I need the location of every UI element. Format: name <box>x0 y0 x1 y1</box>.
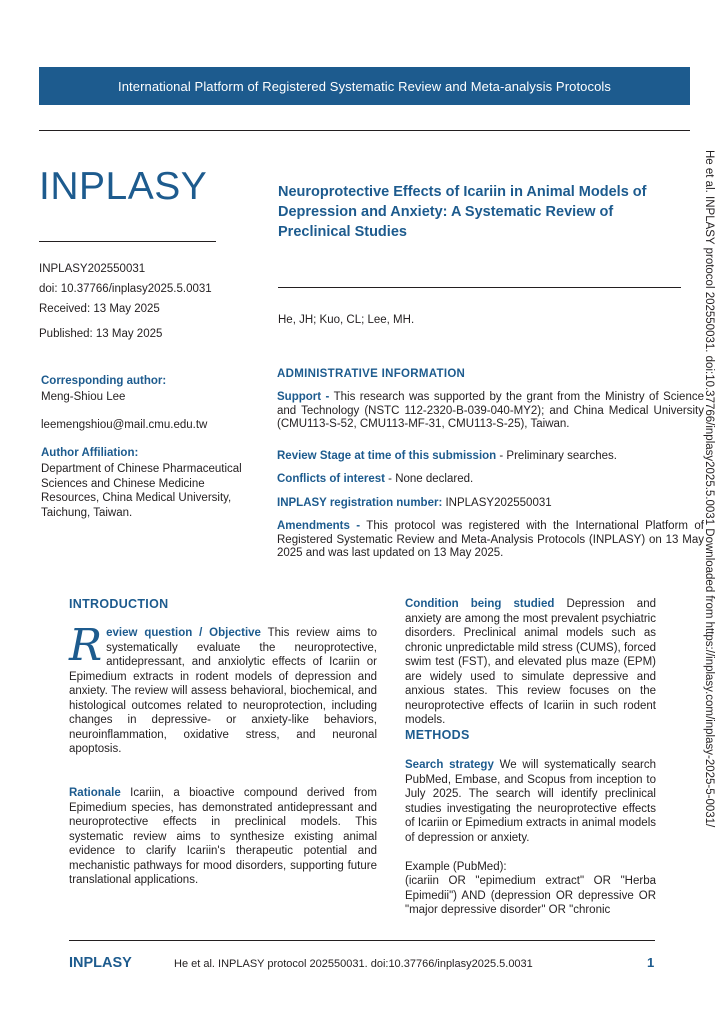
brand-divider <box>39 241 216 242</box>
journal-brand: INPLASY <box>39 165 208 208</box>
conflicts-paragraph <box>277 473 704 487</box>
review-stage-paragraph <box>277 450 704 464</box>
title-divider <box>278 287 681 288</box>
support-paragraph <box>277 391 704 432</box>
support-label: Support - <box>277 391 330 403</box>
corresponding-author-name: Meng-Shiou Lee <box>41 391 126 403</box>
amendments-text: This protocol was registered with the International Platform of Registered Systematic Review and Meta-Analysis Protocols (INPLASY) on 13 May 2025 and was last updated on 13 May 2025. <box>277 520 704 559</box>
amendments-paragraph <box>277 520 704 561</box>
drop-cap: R <box>69 620 103 671</box>
search-example-query: (icariin OR "epimedium extract" OR "Herba Epimedii") AND (depression OR depressive OR "major depressive disorder" OR "chronic <box>405 875 656 916</box>
review-question-paragraph <box>69 620 377 757</box>
review-question-text: This review aims to systematically evaluate the neuroprotective, antidepressant, and anxiolytic effects of Icariin or Epimedium extracts in rodent models of depression and anxiety. The review will assess behavioral, biochemical, and histological outcomes related to neuroprotection, including changes in depressive- or anxiety-like behaviors, neuroinflammation, oxidative stress, and neuronal apoptosis. <box>69 627 377 755</box>
page-number: 1 <box>647 955 655 970</box>
rationale-paragraph <box>69 786 377 888</box>
corresponding-author-heading: Corresponding author: <box>41 375 167 387</box>
condition-text: Depression and anxiety are among the most prevalent psychiatric disorders. Preclinical animal models such as chronic unpredictable mild stress (CUMS), forced swim test (FST), and elevated plus maze (EPM) are widely used to simulate depressive and anxious states. This review focuses on the neuroprotective effects of Icariin in such rodent models. <box>405 598 656 726</box>
introduction-heading: INTRODUCTION <box>69 597 169 611</box>
received-date: Received: 13 May 2025 <box>39 303 160 315</box>
footer-citation: He et al. INPLASY protocol 202550031. doi:10.37766/inplasy2025.5.0031 <box>174 958 533 970</box>
affiliation-text: Department of Chinese Pharmaceutical Sciences and Chinese Medicine Resources, China Medical University, Taichung, Taiwan. <box>41 463 242 519</box>
search-strategy-paragraph <box>405 758 656 845</box>
rationale-text: Icariin, a bioactive compound derived from Epimedium species, has demonstrated antidepressant and neuroprotective effects in preclinical models. This systematic review aims to synthesize existing animal evidence to clarify Icariin's therapeutic potential and mechanistic pathways for mood disorders, supporting future translational applications. <box>69 787 377 886</box>
author-list: He, JH; Kuo, CL; Lee, MH. <box>278 314 415 326</box>
amendments-label: Amendments - <box>277 520 361 532</box>
header-divider <box>39 130 690 131</box>
methods-heading: METHODS <box>405 728 470 742</box>
conflicts-label: Conflicts of interest <box>277 473 385 485</box>
review-question-label: eview question / Objective <box>106 627 261 639</box>
doi-link[interactable]: doi: 10.37766/inplasy2025.5.0031 <box>39 283 212 295</box>
registration-number: INPLASY202550031 <box>442 497 552 509</box>
footer-divider <box>69 940 655 941</box>
published-date: Published: 13 May 2025 <box>39 328 163 340</box>
support-text: This research was supported by the grant from the Ministry of Science and Technology (NSTC 112-2320-B-039-040-MY2); and China Medical University (CMU113-S-52, CMU113-MF-31, CMU113-S-25), Taiwan. <box>277 391 704 430</box>
corresponding-author-email[interactable]: leemengshiou@mail.cmu.edu.tw <box>41 419 208 431</box>
rationale-label: Rationale <box>69 787 121 799</box>
search-strategy-text: We will systematically search PubMed, Embase, and Scopus from inception to July 2025. The search will identify preclinical studies investigating the neuroprotective effects of Icariin or Epimedium extracts in animal models of depression or anxiety. <box>405 759 656 844</box>
footer-brand: INPLASY <box>69 955 132 971</box>
review-stage-label: Review Stage at time of this submission <box>277 450 497 462</box>
condition-label: Condition being studied <box>405 598 555 610</box>
search-strategy-label: Search strategy <box>405 759 494 771</box>
conflicts-text: - None declared. <box>384 473 474 485</box>
registration-paragraph <box>277 497 704 511</box>
review-stage-text: - Preliminary searches. <box>496 450 617 462</box>
side-citation-note: He et al. INPLASY protocol 202550031. doi:10.37766/inplasy2025.5.0031 Downloaded from https://inplasy.com/inplasy-2025-5-0031/ <box>703 150 715 828</box>
search-example-label: Example (PubMed): <box>405 861 507 873</box>
header-banner: International Platform of Registered Systematic Review and Meta-analysis Protocols <box>39 67 690 105</box>
paper-title: Neuroprotective Effects of Icariin in Animal Models of Depression and Anxiety: A Systematic Review of Preclinical Studies <box>278 184 647 240</box>
condition-paragraph <box>405 597 656 728</box>
affiliation-heading: Author Affiliation: <box>41 447 139 459</box>
registration-label: INPLASY registration number: <box>277 497 443 509</box>
protocol-id: INPLASY202550031 <box>39 263 146 275</box>
admin-info-heading: ADMINISTRATIVE INFORMATION <box>277 368 466 380</box>
